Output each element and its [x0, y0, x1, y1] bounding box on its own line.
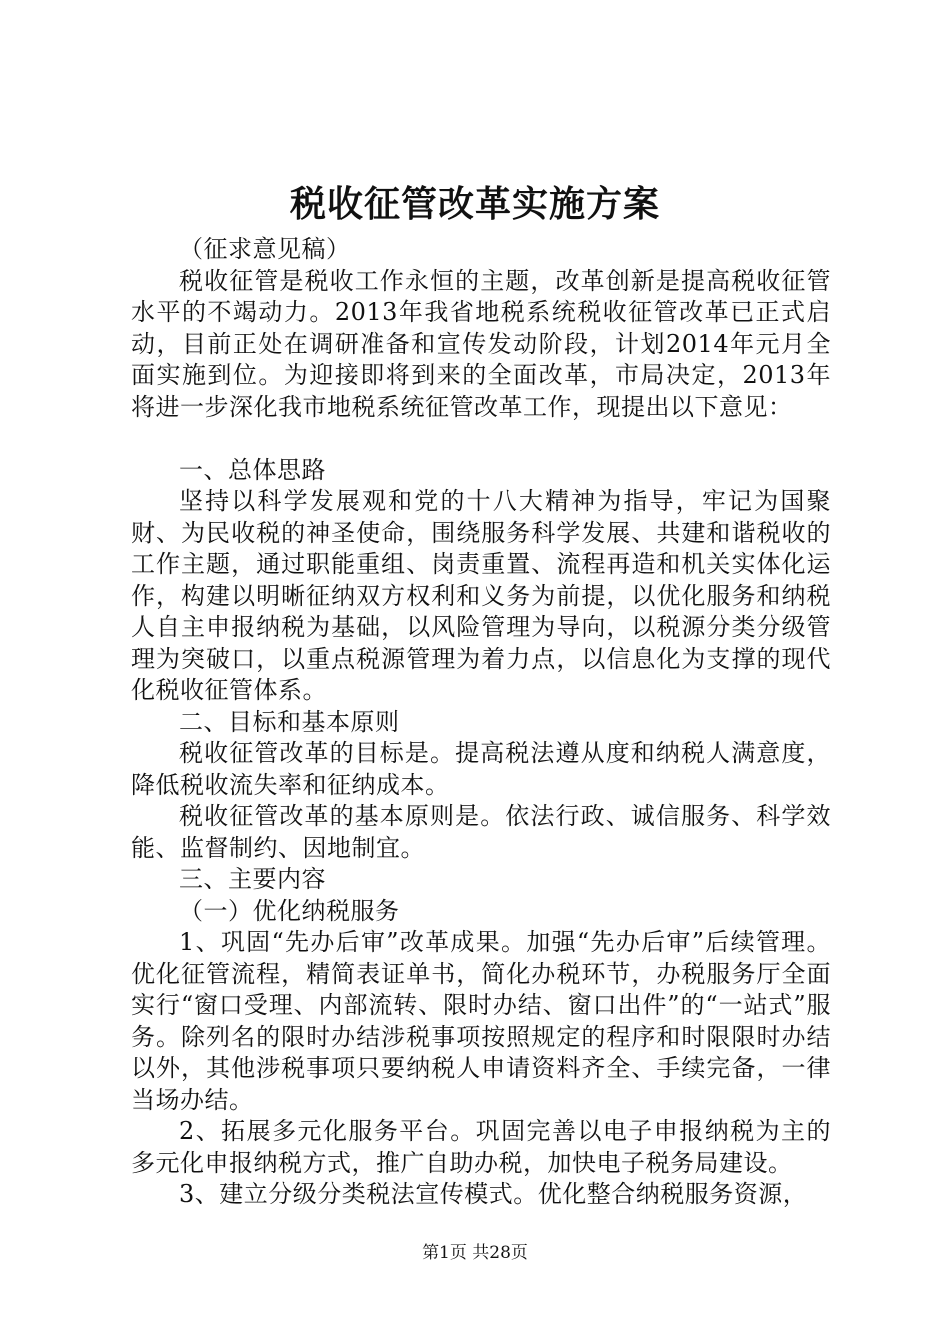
subheading-optimize-service: （一）优化纳税服务 — [179, 896, 400, 925]
paragraph-item-2: 2、拓展多元化服务平台。巩固完善以电子申报纳税为主的多元化申报纳税方式，推广自助办税，加快电子税务局建设。 — [131, 1117, 831, 1177]
paragraph-goals: 税收征管改革的目标是。提高税法遵从度和纳税人满意度，降低税收流失率和征纳成本。 — [131, 739, 831, 799]
paragraph-principles: 税收征管改革的基本原则是。依法行政、诚信服务、科学效能、监督制约、因地制宜。 — [131, 802, 831, 862]
paragraph-overall-approach: 坚持以科学发展观和党的十八大精神为指导，牢记为国聚财、为民收税的神圣使命，围绕服务科学发展、共建和谐税收的工作主题，通过职能重组、岗责重置、流程再造和机关实体化运作，构建以明晰征纳双方权利和义务为前提，以优化服务和纳税人自主申报纳税为基础，以风险管理为导向，以税源分类分级管理为突破口，以重点税源管理为着力点，以信息化为支撑的现代化税收征管体系。 — [131, 487, 831, 704]
heading-main-content: 三、主要内容 — [179, 865, 326, 893]
document-title: 税收征管改革实施方案 — [289, 183, 660, 225]
paragraph-item-1: 1、巩固“先办后审”改革成果。加强“先办后审”后续管理。优化征管流程，精简表证单书，简化办税环节，办税服务厅全面实行“窗口受理、内部流转、限时办结、窗口出件”的“一站式”服务。除列名的限时办结涉税事项按照规定的程序和时限限时办结以外，其他涉税事项只要纳税人申请资料齐全、手续完备，一律当场办结。 — [131, 928, 831, 1114]
page-number-footer: 第1页 共28页 — [422, 1243, 528, 1263]
heading-goals-principles: 二、目标和基本原则 — [179, 707, 400, 736]
document-body — [131, 234, 831, 1211]
paragraph-item-3: 3、建立分级分类税法宣传模式。优化整合纳税服务资源， — [179, 1180, 808, 1208]
paragraph-intro: 税收征管是税收工作永恒的主题，改革创新是提高税收征管水平的不竭动力。2013年我省地税系统税收征管改革已正式启动，目前正处在调研准备和宣传发动阶段，计划2014年元月全面实施到位。为迎接即将到来的全面改革，市局决定，2013年将进一步深化我市地税系统征管改革工作，现提出以下意见： — [131, 266, 831, 421]
subtitle-draft-note: （征求意见稿） — [179, 235, 351, 263]
heading-overall-approach: 一、总体思路 — [179, 455, 326, 484]
paragraph-gap — [131, 423, 831, 455]
